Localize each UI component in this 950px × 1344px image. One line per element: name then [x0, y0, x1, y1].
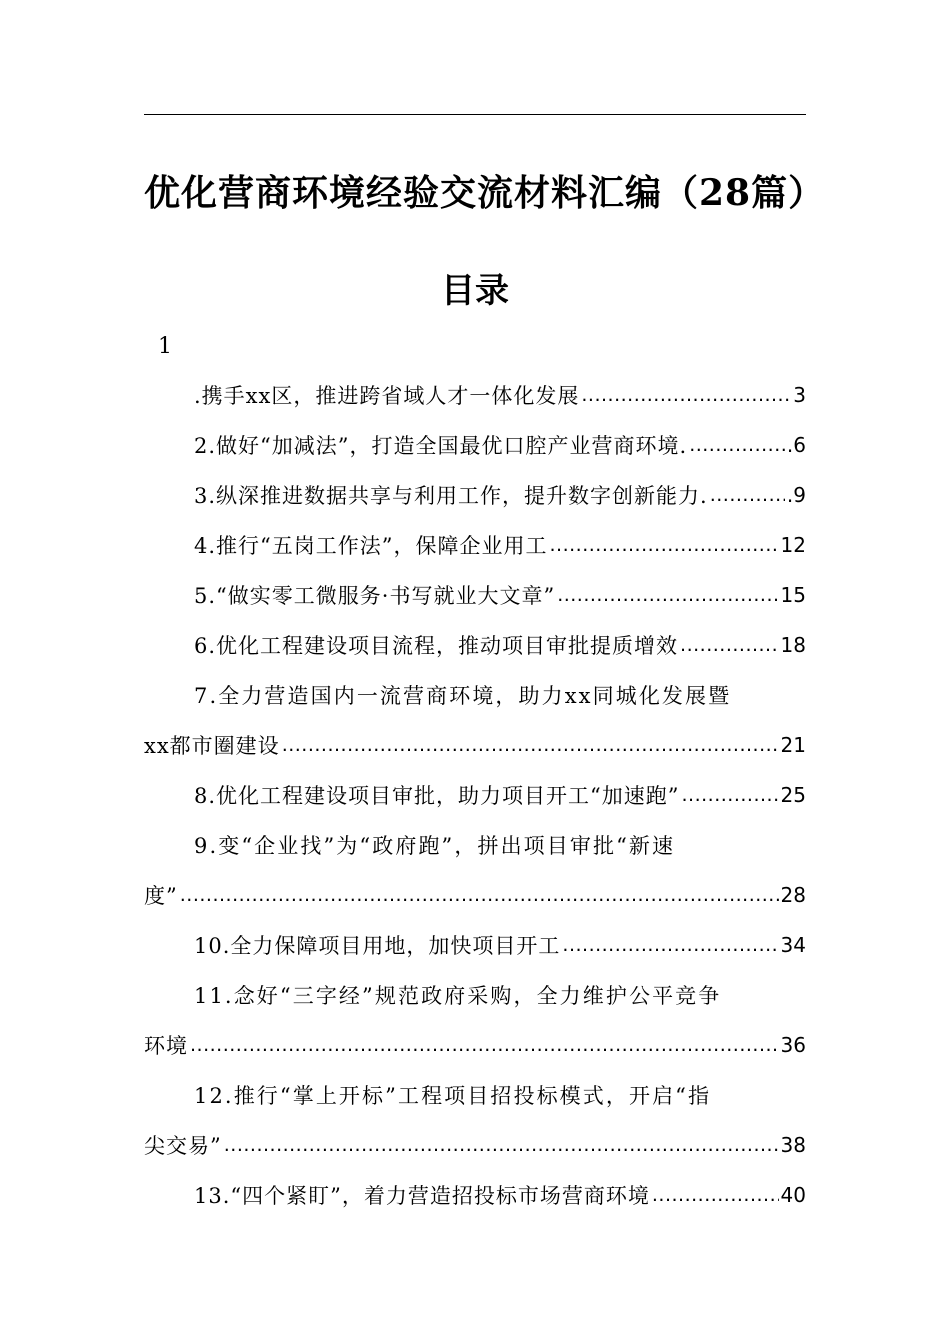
document-title: 优化营商环境经验交流材料汇编（28篇） — [144, 172, 826, 214]
toc-entry-2[interactable] — [144, 420, 806, 470]
toc-entry-page: .6 — [786, 433, 806, 457]
toc-entry-title-continued: 环境 — [144, 1034, 188, 1058]
toc-entry-page: 3 — [793, 383, 806, 407]
toc-entry-page: 34 — [780, 933, 806, 957]
toc-entry-12-line-1[interactable] — [144, 1070, 806, 1120]
toc-entry-page: 12 — [780, 533, 806, 557]
toc-entry-page: 15 — [780, 583, 806, 607]
toc-entry-title: 7.全力营造国内一流营商环境，助力xx同城化发展暨 — [194, 684, 732, 708]
toc-entry-9-line-2[interactable] — [144, 870, 806, 920]
toc-entry-title: 8.优化工程建设项目审批，助力项目开工“加速跑” — [194, 784, 680, 808]
toc-entry-1[interactable] — [144, 370, 806, 420]
toc-leader-dots — [180, 884, 779, 906]
toc-entry-title: 4.推行“五岗工作法”，保障企业用工 — [194, 534, 548, 558]
header-rule — [144, 114, 806, 115]
toc-entry-title: 12.推行“掌上开标”工程项目招投标模式，开启“指 — [194, 1084, 712, 1108]
toc-entry-title: 10.全力保障项目用地，加快项目开工 — [194, 934, 561, 958]
toc-heading: 目录 — [441, 271, 509, 311]
toc-entry-page: 28 — [780, 883, 806, 907]
toc-entry-title: 11.念好“三字经”规范政府采购，全力维护公平竞争 — [194, 984, 722, 1008]
toc-entry-10[interactable] — [144, 920, 806, 970]
toc-entry-page: .9 — [786, 483, 806, 507]
table-of-contents — [144, 370, 806, 1220]
toc-entry-11-line-1[interactable] — [144, 970, 806, 1020]
toc-entry-11-line-2[interactable] — [144, 1020, 806, 1070]
toc-entry-title-continued: xx都市圈建设 — [144, 734, 280, 758]
toc-entry-page: 25 — [780, 783, 806, 807]
toc-entry-title: 6.优化工程建设项目流程，推动项目审批提质增效 — [194, 634, 679, 658]
toc-entry-title: 3.纵深推进数据共享与利用工作，提升数字创新能力. — [194, 484, 708, 508]
toc-entry-5[interactable] — [144, 570, 806, 620]
toc-section-marker: 1 — [158, 334, 172, 359]
toc-entry-page: 18 — [780, 633, 806, 657]
toc-leader-dots — [689, 434, 785, 456]
toc-entry-page: 21 — [780, 733, 806, 757]
toc-entry-title: .携手xx区，推进跨省域人才一体化发展 — [194, 384, 580, 408]
toc-leader-dots — [710, 484, 785, 506]
toc-entry-12-line-2[interactable] — [144, 1120, 806, 1170]
toc-entry-3[interactable] — [144, 470, 806, 520]
toc-entry-8[interactable] — [144, 770, 806, 820]
toc-entry-title: 9.变“企业找”为“政府跑”，拼出项目审批“新速 — [194, 834, 676, 858]
toc-entry-title: 2.做好“加减法”，打造全国最优口腔产业营商环境. — [194, 434, 688, 458]
toc-entry-title-continued: 度” — [144, 884, 178, 908]
toc-entry-title-continued: 尖交易” — [144, 1134, 222, 1158]
toc-leader-dots — [557, 584, 778, 606]
toc-entry-page: 38 — [780, 1133, 806, 1157]
toc-entry-7-line-2[interactable] — [144, 720, 806, 770]
toc-leader-dots — [190, 1034, 779, 1056]
toc-leader-dots — [682, 784, 779, 806]
toc-entry-page: 40 — [780, 1183, 806, 1207]
toc-entry-13[interactable] — [144, 1170, 806, 1220]
toc-entry-9-line-1[interactable] — [144, 820, 806, 870]
toc-entry-6[interactable] — [144, 620, 806, 670]
toc-entry-4[interactable] — [144, 520, 806, 570]
toc-leader-dots — [282, 734, 779, 756]
toc-leader-dots — [652, 1184, 779, 1206]
toc-leader-dots — [680, 634, 779, 656]
toc-entry-page: 36 — [780, 1033, 806, 1057]
toc-leader-dots — [581, 384, 791, 406]
toc-entry-title: 13.“四个紧盯”，着力营造招投标市场营商环境 — [194, 1184, 650, 1208]
toc-leader-dots — [224, 1134, 779, 1156]
toc-leader-dots — [550, 534, 779, 556]
toc-entry-title: 5.“做实零工微服务·书写就业大文章” — [194, 584, 556, 608]
toc-entry-7-line-1[interactable] — [144, 670, 806, 720]
toc-leader-dots — [562, 934, 778, 956]
